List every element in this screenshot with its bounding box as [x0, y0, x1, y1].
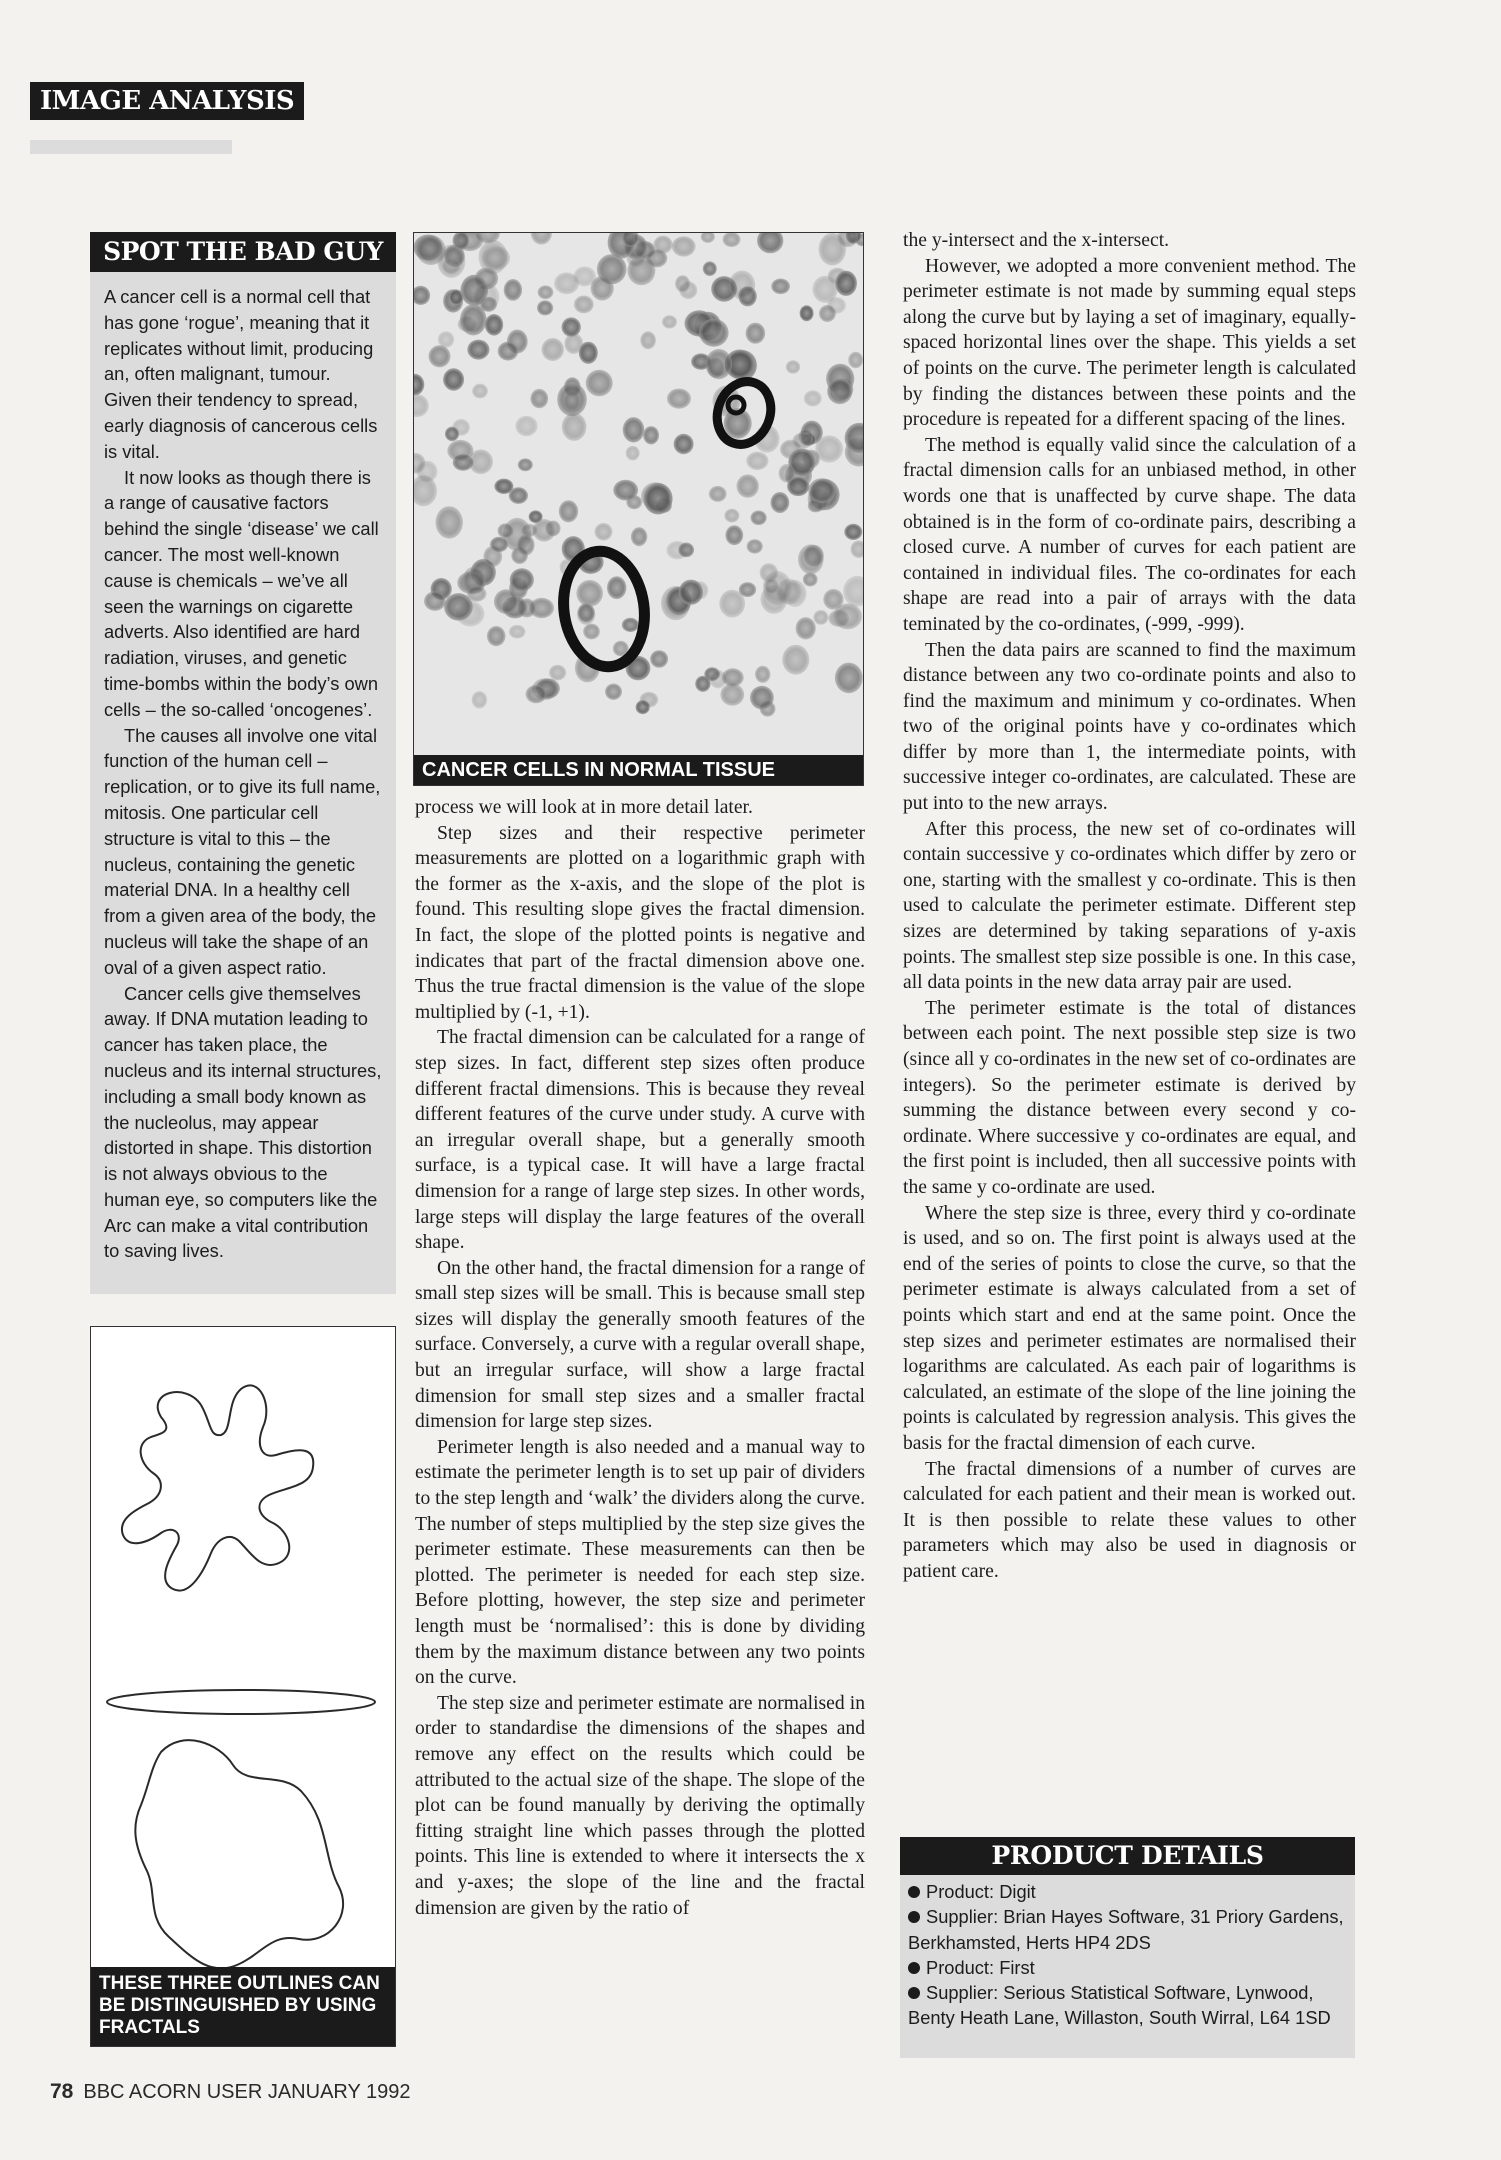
bullet-icon — [908, 1962, 920, 1974]
cell-texture — [472, 691, 487, 708]
bullet-icon — [908, 1987, 920, 1999]
product-item — [908, 1955, 1347, 1980]
cell-texture — [650, 650, 668, 668]
body-paragraph: The step size and perimeter estimate are normalised in order to standardise the dimensions of the shapes and remove any effect on the results which could be attributed to the actual size of the shape. The slope of the plot can be found manually by deriving the optimally fitting straight line which passes through the plotted points. This line is extended to where it intersects the x and y-axes; the slope of the line and the fractal dimension are given by the ratio of — [415, 1692, 865, 1919]
cell-texture — [562, 413, 587, 441]
cell-texture — [605, 684, 622, 700]
cell-texture — [724, 509, 739, 523]
cell-texture — [699, 319, 729, 347]
cell-texture — [595, 523, 613, 541]
cell-texture — [803, 573, 818, 587]
sidebar-paragraph: Cancer cells give themselves away. If DNA mutation leading to cancer has taken place, the nucleus and its internal structures, including a small body known as the nucleolus, may appear distorted in shape. This distortion is not always obvious to the human eye, so computers like the Arc can make a vital contribution to saving lives. — [104, 982, 382, 1262]
cell-texture — [443, 368, 464, 390]
product-label: Supplier: — [926, 1982, 999, 2004]
cell-texture — [424, 591, 446, 611]
cell-texture — [755, 666, 770, 683]
cell-texture — [623, 417, 645, 442]
cell-texture — [538, 285, 554, 299]
cell-texture — [517, 535, 535, 556]
blob-outline — [135, 1740, 343, 1968]
product-label: Supplier: — [926, 1906, 999, 1928]
cell-texture — [622, 618, 639, 632]
product-list — [900, 1879, 1355, 2031]
oval-outline — [107, 1690, 375, 1714]
cell-texture — [667, 389, 691, 409]
bullet-icon — [908, 1911, 920, 1923]
body-paragraph: The method is equally valid since the calculation of a fractal dimension calls for an unbiased method, in other words one that is unaffected by curve shape. The data obtained is in the form of co-ordinate pairs, describing a closed curve. A number of curves for each patient are contained in individual files. The co-ordinates for each shape are read into a pair of arrays with the data teminated by the co-ordinates, (-999, -999). — [903, 434, 1356, 635]
cell-texture — [429, 345, 451, 367]
cell-texture — [644, 483, 673, 515]
product-details-title: PRODUCT DETAILS — [900, 1837, 1355, 1875]
cell-texture — [504, 279, 522, 301]
photo-caption: CANCER CELLS IN NORMAL TISSUE — [414, 755, 863, 785]
outlines-figure — [90, 1326, 396, 2047]
cell-texture — [579, 342, 598, 364]
cancer-cells-photo — [413, 232, 864, 786]
body-paragraph: After this process, the new set of co-ordinates will contain successive y co-ordinates which differ by zero or one, starting with the smallest y co-ordinate. This is then used to calculate the perimeter estimate. Different step sizes are determined by taking separations of y-axis points. The smallest step size possible is one. In this case, all data points in the new data array pair are used. — [903, 818, 1356, 994]
cell-texture — [640, 692, 659, 708]
cell-texture — [750, 686, 774, 710]
cell-texture — [577, 603, 595, 624]
cell-texture — [643, 426, 659, 444]
cell-texture — [827, 378, 852, 404]
cell-texture — [438, 331, 454, 348]
cell-texture — [460, 304, 487, 335]
cell-texture — [482, 246, 510, 270]
sidebar-paragraph: The causes all involve one vital function of the human cell – replication, or to give its full name, mitosis. One particular cell structure is vital to this – the nucleus, containing the genetic material DNA. In a healthy cell from a given area of the body, the nucleus will take the shape of an oval of a given aspect ratio. — [104, 724, 381, 978]
cell-texture — [722, 668, 744, 686]
cell-texture — [537, 300, 553, 315]
cell-texture — [804, 390, 822, 406]
cell-texture — [437, 245, 465, 278]
page-footer — [50, 2080, 411, 2104]
cell-texture — [526, 685, 547, 703]
page-number: 78 — [50, 2080, 74, 2103]
body-paragraph: The fractal dimension can be calculated for a range of step sizes. In fact, different step sizes often produce different fractal dimensions. This is because they reveal different features of the curve under study. A curve with an irregular overall shape, but a generally smooth surface, is a typical case. It will have a large fractal dimension for a range of large step sizes. In other words, large steps will display the large features of the overall shape. — [415, 1027, 865, 1254]
product-value: First — [999, 1956, 1035, 1978]
product-details-box — [900, 1837, 1355, 2058]
cell-texture — [751, 511, 767, 526]
cell-texture — [467, 340, 489, 360]
cell-texture — [487, 626, 506, 646]
cell-texture — [469, 450, 493, 475]
cell-texture — [703, 261, 717, 276]
cell-texture — [542, 338, 564, 361]
cell-texture — [678, 543, 694, 558]
cell-texture — [679, 580, 703, 605]
product-label: Product: — [926, 1881, 995, 1902]
middle-column — [415, 795, 865, 1921]
cell-texture — [640, 331, 656, 349]
body-paragraph: Then the data pairs are scanned to find the maximum distance between any two co-ordinate points and also to find the maximum and minimum y co-ordinates. When two of the original points have y co-ordinates which differ by more than 1, the intermediate points, with successive integer co-ordinates, are calculated. These are put into to the new arrays. — [903, 639, 1356, 815]
cell-texture — [725, 525, 743, 545]
cell-texture — [705, 349, 732, 379]
cell-texture — [557, 383, 587, 416]
product-value: Brian Hayes Software, 31 Priory Gardens, Berkhamsted, Herts HP4 2DS — [908, 1906, 1344, 1953]
product-label: Product: — [926, 1956, 995, 1978]
cell-texture — [835, 663, 863, 694]
body-paragraph: Where the step size is three, every third y co-ordinate is used, and so on. The first point is always used at the end of the series of points to close the curve, so that the perimeter estimate is always calculated from a set of points which start and end at the same point. Once the step sizes and perimeter estimates are normalised their logarithms are calculated. As each pair of logarithms is calculated, an estimate of the slope of the line joining the points is calculated by regression analysis. This gives the basis for the fractal dimension of each curve. — [903, 1202, 1356, 1454]
sidebar-paragraph: A cancer cell is a normal cell that has gone ‘rogue’, meaning that it replicates without limit, producing an, often malignant, tumour. Given their tendency to spread, early diagnosis of cancerous cells is vital. — [104, 286, 378, 462]
cell-texture — [509, 625, 526, 639]
cell-texture — [530, 389, 548, 408]
body-paragraph: process we will look at in more detail later. — [415, 797, 753, 818]
cell-texture — [786, 360, 800, 373]
cell-texture — [562, 317, 581, 336]
cell-texture — [510, 568, 534, 591]
cell-texture — [613, 480, 638, 501]
cell-texture — [675, 275, 690, 292]
cell-texture — [813, 610, 828, 625]
cell-texture — [729, 271, 755, 300]
cell-texture — [467, 586, 487, 602]
cell-texture — [559, 500, 578, 522]
product-item — [908, 1879, 1347, 1904]
cell-texture — [554, 272, 579, 294]
cell-texture — [672, 236, 696, 256]
body-paragraph: On the other hand, the fractal dimension for a range of small step sizes will be small. This is because small step sizes will display the generally smooth features of the surface. Conversely, a curve with a regular overall shape, but an irregular surface, will show a large fractal dimension for small step sizes and a smaller fractal dimension for large step sizes. — [415, 1257, 865, 1433]
cell-texture — [771, 279, 790, 295]
cell-texture — [815, 435, 843, 462]
cell-texture — [626, 446, 640, 461]
cell-texture — [764, 578, 779, 593]
cell-texture — [515, 416, 537, 437]
cell-texture — [800, 305, 814, 321]
micrograph-image — [414, 233, 863, 755]
sidebar-paragraph: It now looks as though there is a range of causative factors behind the single ‘disease’ we call cancer. The most well-known cause is chemicals – we’ve all seen the warnings on cigarette adverts. Also identified are hard radiation, viruses, and genetic time-bombs within the body’s own cells – the so-called ‘oncogenes’. — [104, 466, 379, 720]
cell-texture — [844, 524, 862, 540]
cell-texture — [472, 384, 488, 399]
cell-texture — [771, 492, 790, 513]
sidebar-title: SPOT THE BAD GUY — [90, 232, 396, 272]
cell-texture — [518, 458, 533, 471]
cell-texture — [574, 296, 594, 314]
body-paragraph: Perimeter length is also needed and a manual way to estimate the perimeter length is to set up pair of dividers to the step length and ‘walk’ the dividers along the curve. The number of steps multiplied by the step size gives the perimeter estimate. These measurements can then be plotted. The perimeter is needed for each step size. Before plotting, however, the step size and perimeter length must be ‘normalised’: this is done by dividing them by the maximum distance between any two points on the curve. — [415, 1436, 865, 1689]
product-item — [908, 1904, 1347, 1955]
outlines-drawing — [91, 1327, 395, 2007]
right-column — [903, 228, 1356, 1584]
cell-texture — [662, 315, 677, 328]
cell-texture — [709, 486, 727, 502]
cell-texture — [808, 478, 835, 503]
bullet-icon — [908, 1886, 920, 1898]
cell-texture — [747, 539, 763, 553]
cell-texture — [494, 479, 513, 494]
cell-texture — [695, 676, 710, 692]
cell-texture — [746, 452, 768, 470]
cell-texture — [798, 544, 824, 574]
cell-texture — [490, 537, 508, 552]
cell-texture — [485, 314, 503, 336]
section-tag: IMAGE ANALYSIS — [30, 82, 304, 120]
cell-texture — [796, 617, 816, 639]
cell-texture — [782, 645, 809, 675]
cell-texture — [498, 342, 519, 361]
cell-texture — [737, 474, 759, 497]
cell-texture — [823, 589, 843, 610]
cell-texture — [591, 276, 614, 301]
cell-texture — [787, 477, 809, 497]
cell-texture — [835, 271, 857, 296]
body-paragraph: Step sizes and their respective perimeter measurements are plotted on a logarithmic graph with the former as the x-axis, and the slope of the plot is found. This resulting slope gives the fractal dimension. In fact, the slope of the plotted points is negative and indicates that part of the fractal dimension above one. Thus the true fractal dimension is the value of the slope multiplied by (-1, +1). — [415, 822, 865, 1023]
cell-texture — [607, 576, 626, 599]
cell-texture — [848, 352, 863, 369]
cell-texture — [494, 589, 519, 614]
cell-texture — [739, 582, 756, 597]
product-value: Serious Statistical Software, Lynwood, Benty Heath Lane, Willaston, South Wirral, L64 1SD — [908, 1982, 1331, 2029]
cell-texture — [674, 434, 694, 454]
cell-texture — [793, 433, 813, 449]
cell-texture — [827, 297, 846, 314]
irregular-outline — [122, 1385, 313, 1590]
cell-texture — [436, 506, 463, 538]
cell-texture — [445, 427, 459, 442]
product-value: Digit — [999, 1881, 1036, 1902]
cell-texture — [746, 323, 766, 344]
product-item — [908, 1980, 1347, 2031]
footer-text: BBC ACORN USER JANUARY 1992 — [83, 2081, 411, 2103]
cell-texture — [586, 370, 613, 397]
sidebar-box — [90, 232, 396, 1294]
cell-texture — [576, 580, 603, 607]
cell-texture — [498, 523, 514, 538]
cell-texture — [646, 249, 667, 267]
section-rule — [30, 140, 232, 154]
outlines-caption: THESE THREE OUTLINES CAN BE DISTINGUISHED BY USING FRACTALS — [91, 1967, 395, 2046]
body-paragraph: The fractal dimensions of a number of curves are calculated for each patient and their mean is worked out. It is then possible to relate these values to other parameters which may also be used in diagnosis or patient care. — [903, 1458, 1356, 1582]
body-paragraph: the y-intersect and the x-intersect. — [903, 230, 1170, 251]
body-paragraph: However, we adopted a more convenient method. The perimeter estimate is not made by summing equal steps along the curve but by laying a set of imaginary, equally-spaced horizontal lines over the shape. This yields a set of points on the curve. The perimeter length is calculated by finding the distances between these points and the procedure is repeated for a different spacing of the lines. — [903, 255, 1356, 431]
cell-texture — [549, 665, 566, 681]
cell-texture — [583, 624, 600, 640]
cell-texture — [720, 684, 744, 706]
sidebar-body — [90, 272, 396, 1264]
body-paragraph: The perimeter estimate is the total of distances between each point. The next possible step size is two (since all y co-ordinates in the new set of co-ordinates are integers). So the perimeter estimate is derived by summing the distance between every second y co-ordinate. Where successive y co-ordinates are equal, and the first point is included, then all successive points with the same y co-ordinate are used. — [903, 997, 1356, 1198]
cell-texture — [631, 527, 647, 546]
